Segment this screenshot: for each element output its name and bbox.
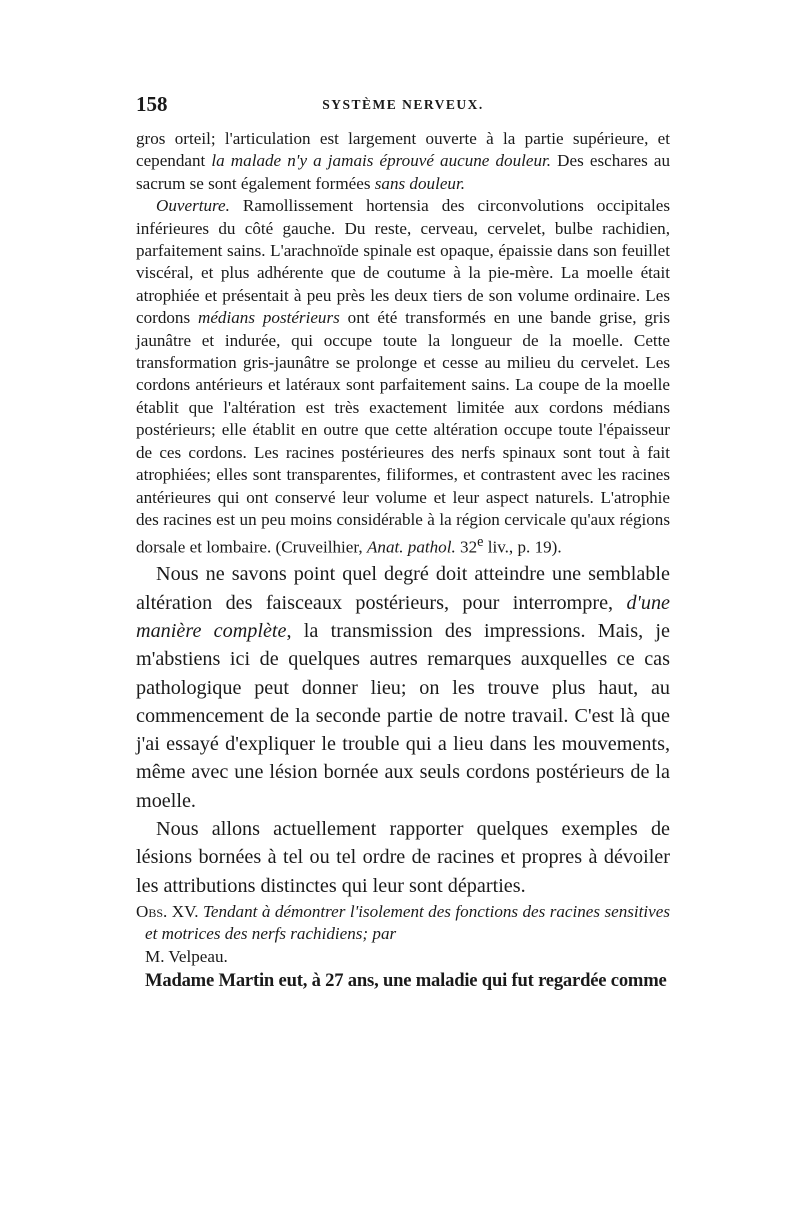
observation-label: Obs. XV. <box>136 901 199 921</box>
page-number: 158 <box>136 92 168 116</box>
observation-first-line: Madame Martin eut, à 27 ans, une maladie qui fut regardée comme <box>145 970 667 992</box>
commentary-paragraph-2: Nous allons actuellement rapporter quelques exemples de lésions bornées à tel ou tel ordre de racines et propres à dévoiler les attributions distinctes qui leur sont départies. <box>136 818 670 897</box>
running-head <box>136 92 670 122</box>
case-note-paragraph-1: gros orteil; l'articulation est largement ouverte à la partie supérieure, et cependant la malade n'y a jamais éprouvé aucune douleur. Des eschares au sacrum se sont également formées sans douleur. <box>136 129 671 193</box>
case-note-paragraph-2: Ouverture. Ramollissement hortensia des circonvolutions occipitales inférieures du côté gauche. Du reste, cerveau, cervelet, bulbe rachidien, parfaitement sains. L'arachnoïde spinale est opaque, épaissie dans son feuillet viscéral, et plus adhérente que de coutume à la pie-mère. La moelle était atrophiée et présentait à peu près les deux tiers de son volume ordinaire. Les cordons médians postérieurs ont été transformés en une bande grise, gris jaunâtre et indurée, qui occupe toute la longueur de la moelle. Cette transformation gris-jaunâtre se prolonge et cesse au milieu du cervelet. Les cordons antérieurs et latéraux sont parfaitement sains. La coupe de la moelle établit que l'altération est très exactement limitée aux cordons médians postérieurs; elle établit en outre que cette altération occupe toute l'épaisseur de ces cordons. Les racines postérieures des nerfs spinaux sont tout à fait atrophiées; elles sont transparentes, filiformes, et contrastent avec les racines antérieures qui ont conservé leur volume et leur aspect naturels. L'atrophie des racines est un peu moins considérable à la région cervicale qu'aux régions dorsale et lombaire. (Cruveilhier, Anat. pathol. 32e liv., p. 19). <box>136 196 671 557</box>
observation-author: M. Velpeau. <box>145 946 228 966</box>
case-note <box>136 128 670 559</box>
emphasis: la malade n'y a jamais éprouvé aucune douleur. <box>211 151 552 171</box>
commentary <box>136 560 670 900</box>
emphasis: Ouverture. <box>156 196 230 216</box>
superscript: e <box>477 534 484 551</box>
observation-by: par <box>372 924 397 944</box>
observation <box>136 901 670 994</box>
running-title: SYSTÈME NERVEUX. <box>322 97 484 112</box>
commentary-paragraph-1: Nous ne savons point quel degré doit atteindre une semblable altération des faisceaux postérieurs, pour interrompre, d'une manière complète, la transmission des impressions. Mais, je m'abstiens ici de quelques autres remarques auxquelles ce cas pathologique peut donner lieu; on les trouve plus haut, au commencement de la seconde partie de notre travail. C'est là que j'ai essayé d'expliquer le trouble qui a lieu dans les mouvements, même avec une lésion bornée aux seuls cordons postérieurs de la moelle. <box>136 563 670 812</box>
observation-title: Tendant à démontrer l'isolement des fonctions des racines sensitives et motrices des nerfs rachidiens; <box>145 901 670 944</box>
emphasis: médians postérieurs <box>198 308 340 328</box>
emphasis: sans douleur. <box>374 173 465 193</box>
observation-heading <box>136 901 670 968</box>
book-page <box>136 92 670 994</box>
emphasis: Anat. pathol. <box>366 538 456 557</box>
emphasis: d'une manière complète <box>136 591 670 642</box>
